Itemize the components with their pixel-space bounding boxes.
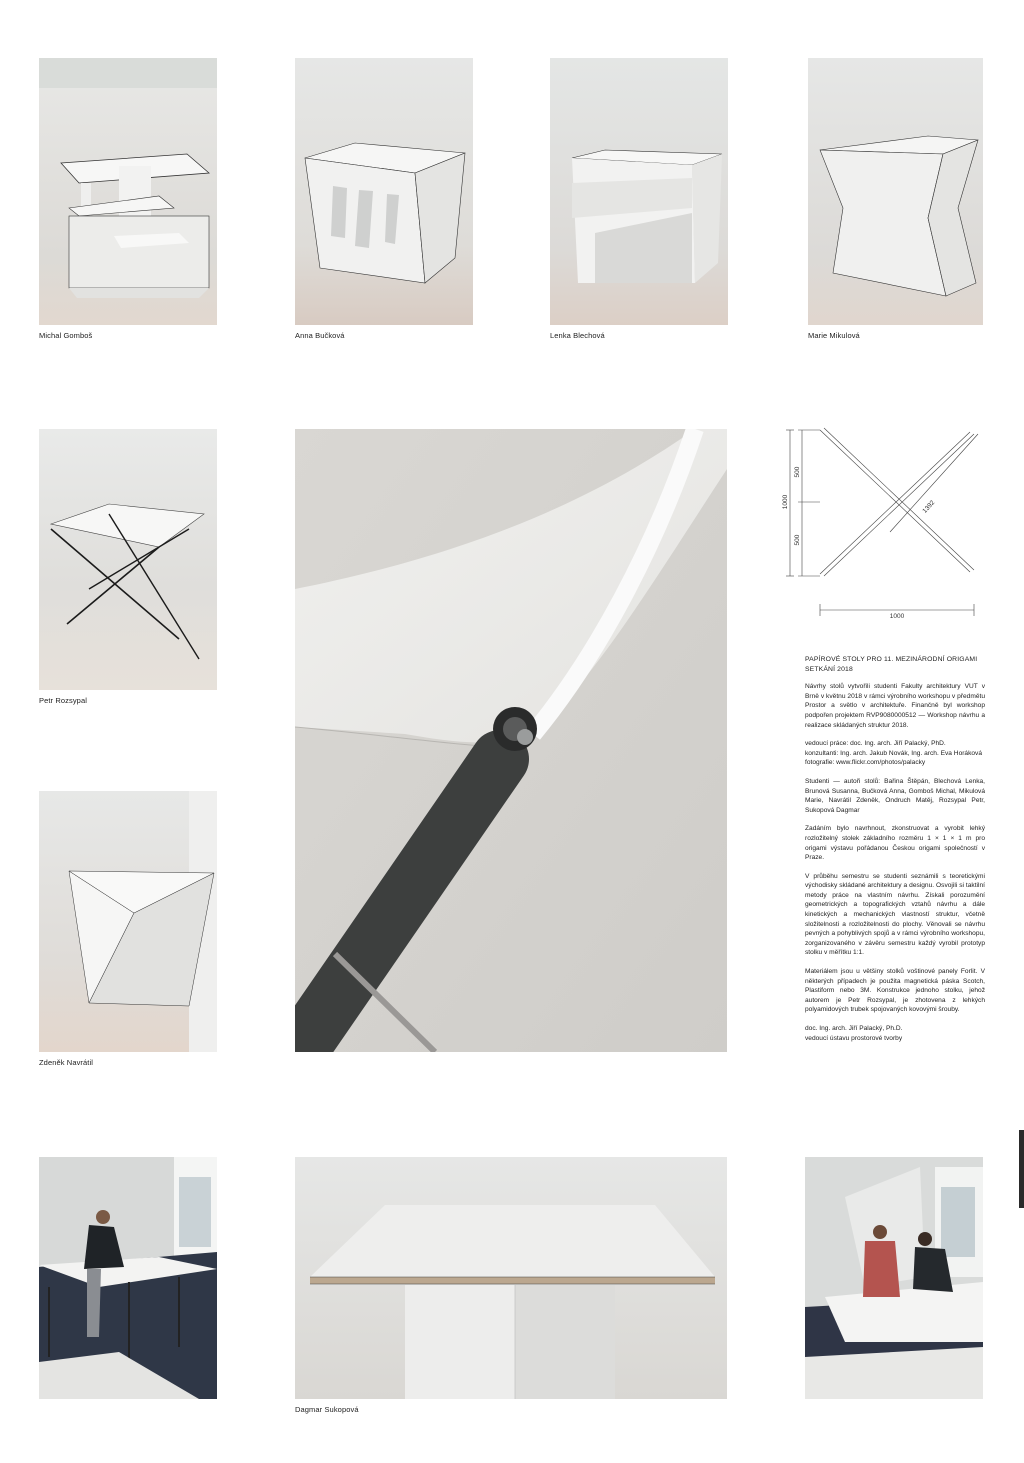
dim-1000-vertical: 1000 [782,494,789,510]
text-supervisor: vedoucí práce: doc. Ing. arch. Jiří Palacký, PhD. [805,740,946,748]
photo-table-rozsypal [39,429,217,690]
text-signature [805,1024,985,1043]
text-heading: PAPÍROVÉ STOLY PRO 11. MEZINÁRODNÍ ORIGAMI SETKÁNÍ 2018 [805,656,978,673]
text-students: Studenti — autoři stolů: Bařina Štěpán, Blechová Lenka, Brunová Susanna, Bučková Anna, Gomboš Michal, Mikulová Marie, Navrátil Zdeněk, Ondruch Matěj, Rozsypal Petr, Sukopová Dagmar [805,777,985,814]
photo-table-mikulova [808,58,983,325]
caption-rozsypal: Petr Rozsypal [39,696,87,705]
dim-500-bottom: 500 [794,534,801,546]
text-consultants: konzultanti: Ing. arch. Jakub Novák, Ing. arch. Eva Horáková [805,749,983,757]
description-text [805,655,985,1052]
caption-buckova: Anna Bučková [295,331,345,340]
text-brief: Zadáním bylo navrhnout, zkonstruovat a vyrobit lehký rozložitelný stolek základního rozměru 1 × 1 × 1 m pro origami výstavu pořádanou Českou origami společností v Praze. [805,825,985,862]
photo-workshop-right [805,1157,983,1399]
text-material: Materiálem jsou u většiny stolků voštinové panely Forlit. V některých případech je použita magnetická páska Scotch, Plastiform nebo 3M. Konstrukce jednoho stolku, jehož autorem je Petr Rozsypal, je zhotovena z lehkých polyamidových trubek spojovaných kovovými šrouby. [805,968,985,1014]
text-signature-name: doc. Ing. arch. Jiří Palacký, Ph.D. [805,1025,903,1032]
text-photos: fotografie: www.flickr.com/photos/palacky [805,759,926,767]
caption-mikulova: Marie Mikulová [808,331,860,340]
page-edge-mark [1019,1130,1024,1208]
photo-table-gombos [39,58,217,325]
technical-drawing [780,422,980,622]
dim-500-top: 500 [794,466,801,478]
text-intro: Návrhy stolů vytvořili studenti Fakulty architektury VUT v Brně v květnu 2018 v rámci výrobního workshopu v předmětu Prostor a světlo v architektuře. Finančně byl workshop podpořen projektem RVP9080000512 — Workshop návrhu a realizace skládaných struktur 2018. [805,683,985,729]
photo-joint-detail [295,429,727,1052]
photo-table-buckova [295,58,473,325]
caption-sukopova: Dagmar Sukopová [295,1405,359,1414]
caption-navratil: Zdeněk Navrátil [39,1058,94,1067]
text-semester: V průběhu semestru se studenti seznámili s teoretickými východisky skládané architektury a designu. Osvojili si taktilní metody práce na vlastním návrhu. Získali porozumění geometrických a topografických vztahů návrhu a dále kinetických a mechanických vlastností struktur, včetně složitelnosti a rozložitelnosti do plochy. Věnovali se návrhu pevných a pohyblivých spojů a v rámci výrobního workshopu, zorganizovaného v závěru semestru každý vyrobil prototyp stolku v měřítku 1:1. [805,872,985,957]
caption-blechova: Lenka Blechová [550,331,605,340]
text-signature-role: vedoucí ústavu prostorové tvorby [805,1034,903,1042]
dim-1000-horizontal: 1000 [889,613,905,620]
dim-1392: 1392 [921,499,937,515]
photo-table-sukopova [295,1157,727,1399]
photo-table-navratil [39,791,217,1052]
text-credits [805,739,985,768]
caption-gombos: Michal Gomboš [39,331,93,340]
photo-workshop-left [39,1157,217,1399]
photo-table-blechova [550,58,728,325]
